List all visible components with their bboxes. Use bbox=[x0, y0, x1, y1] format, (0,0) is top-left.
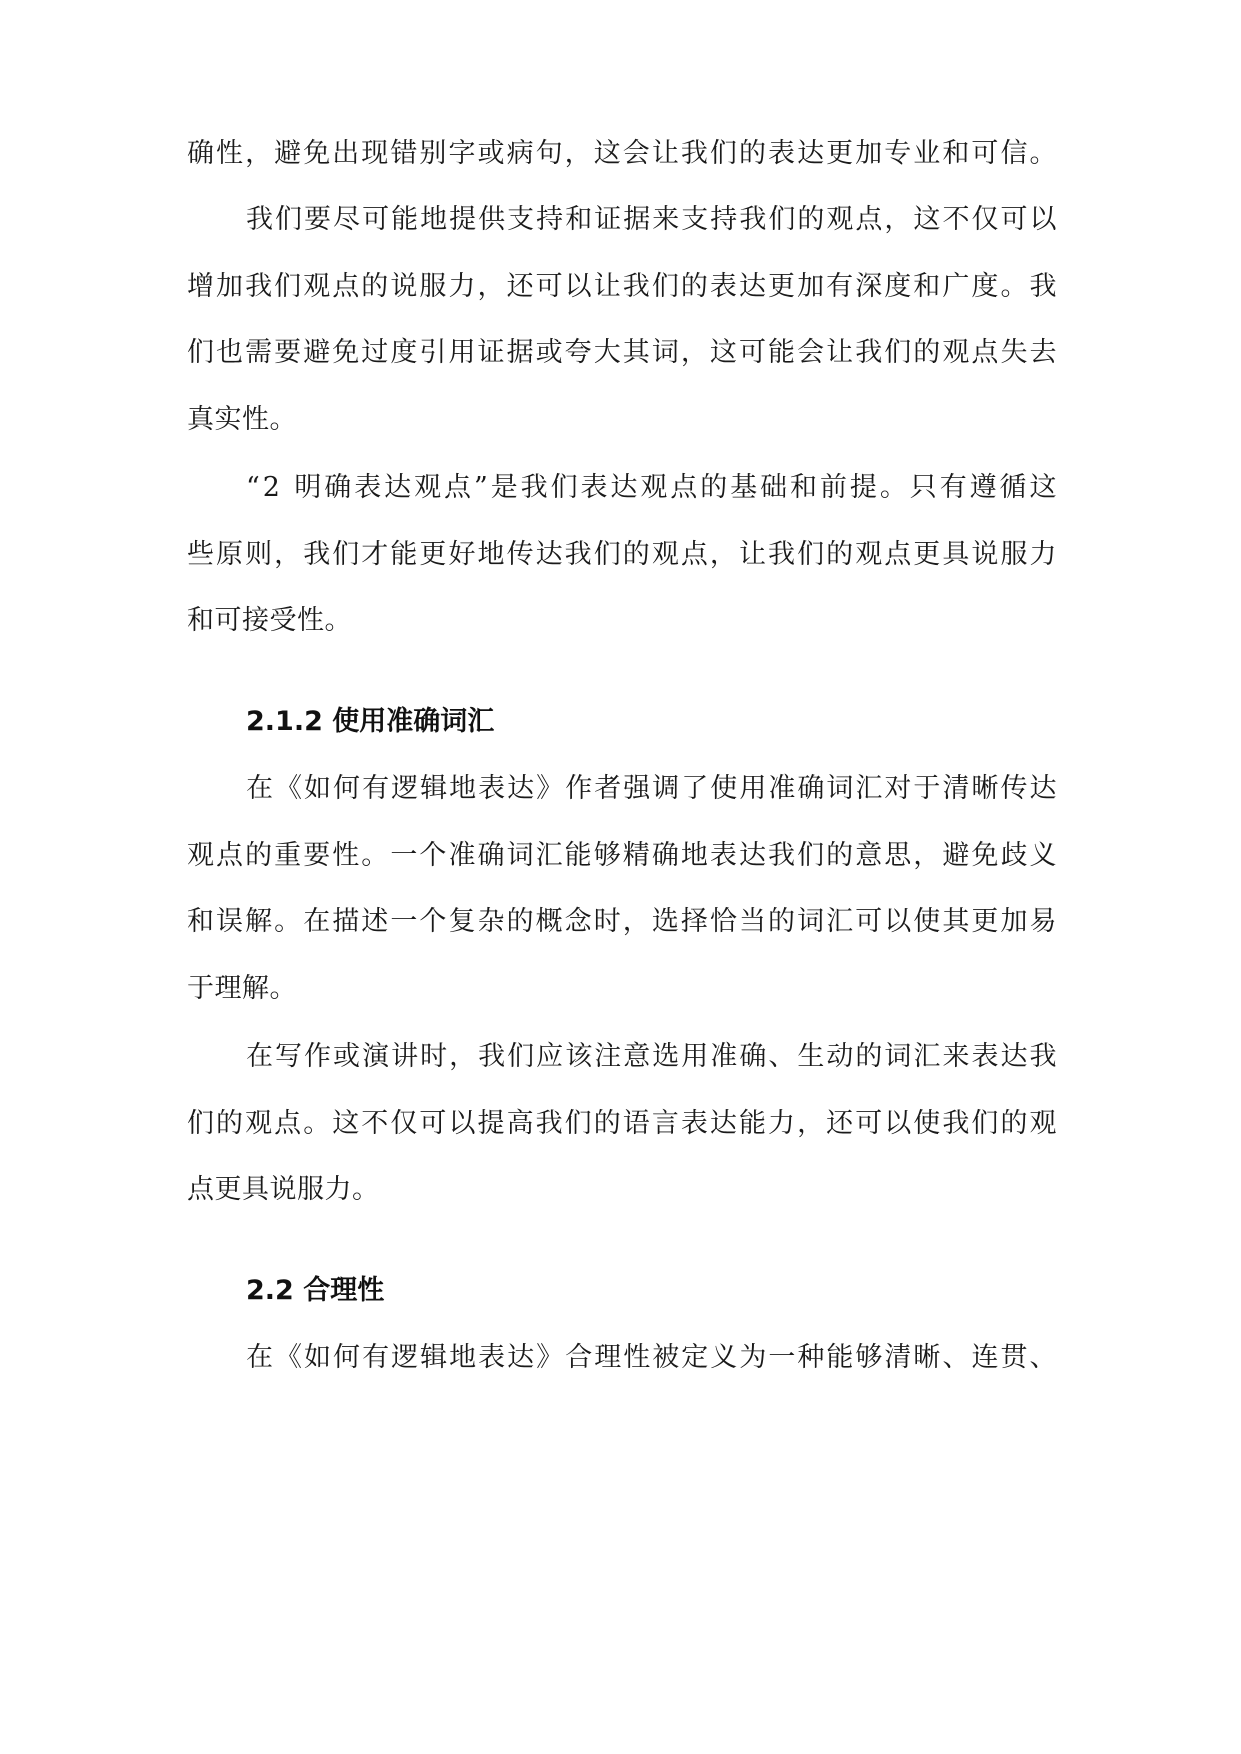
text-line: 们的观点。这不仅可以提高我们的语言表达能力，还可以使我们的观 bbox=[187, 1108, 1059, 1139]
text-line: 于理解。 bbox=[187, 973, 297, 1004]
section-heading: 2.2 合理性 bbox=[246, 1275, 385, 1306]
text-line: 观点的重要性。一个准确词汇能够精确地表达我们的意思，避免歧义 bbox=[187, 840, 1059, 871]
text-line: 我们要尽可能地提供支持和证据来支持我们的观点，这不仅可以 bbox=[246, 204, 1059, 235]
text-line: 真实性。 bbox=[187, 404, 297, 435]
text-line: “2 明确表达观点”是我们表达观点的基础和前提。只有遵循这 bbox=[246, 472, 1060, 503]
text-line: 在写作或演讲时，我们应该注意选用准确、生动的词汇来表达我 bbox=[246, 1041, 1059, 1072]
text-line: 在《如何有逻辑地表达》合理性被定义为一种能够清晰、连贯、 bbox=[246, 1342, 1059, 1373]
section-heading: 2.1.2 使用准确词汇 bbox=[246, 706, 495, 737]
text-line: 在《如何有逻辑地表达》作者强调了使用准确词汇对于清晰传达 bbox=[246, 773, 1059, 804]
text-line: 确性，避免出现错别字或病句，这会让我们的表达更加专业和可信。 bbox=[187, 138, 1059, 169]
text-line: 增加我们观点的说服力，还可以让我们的表达更加有深度和广度。我 bbox=[187, 271, 1059, 302]
text-line: 们也需要避免过度引用证据或夸大其词，这可能会让我们的观点失去 bbox=[187, 337, 1059, 368]
text-line: 和误解。在描述一个复杂的概念时，选择恰当的词汇可以使其更加易 bbox=[187, 906, 1059, 937]
text-line: 和可接受性。 bbox=[187, 605, 352, 636]
text-line: 点更具说服力。 bbox=[187, 1174, 380, 1205]
text-line: 些原则，我们才能更好地传达我们的观点，让我们的观点更具说服力 bbox=[187, 539, 1059, 570]
